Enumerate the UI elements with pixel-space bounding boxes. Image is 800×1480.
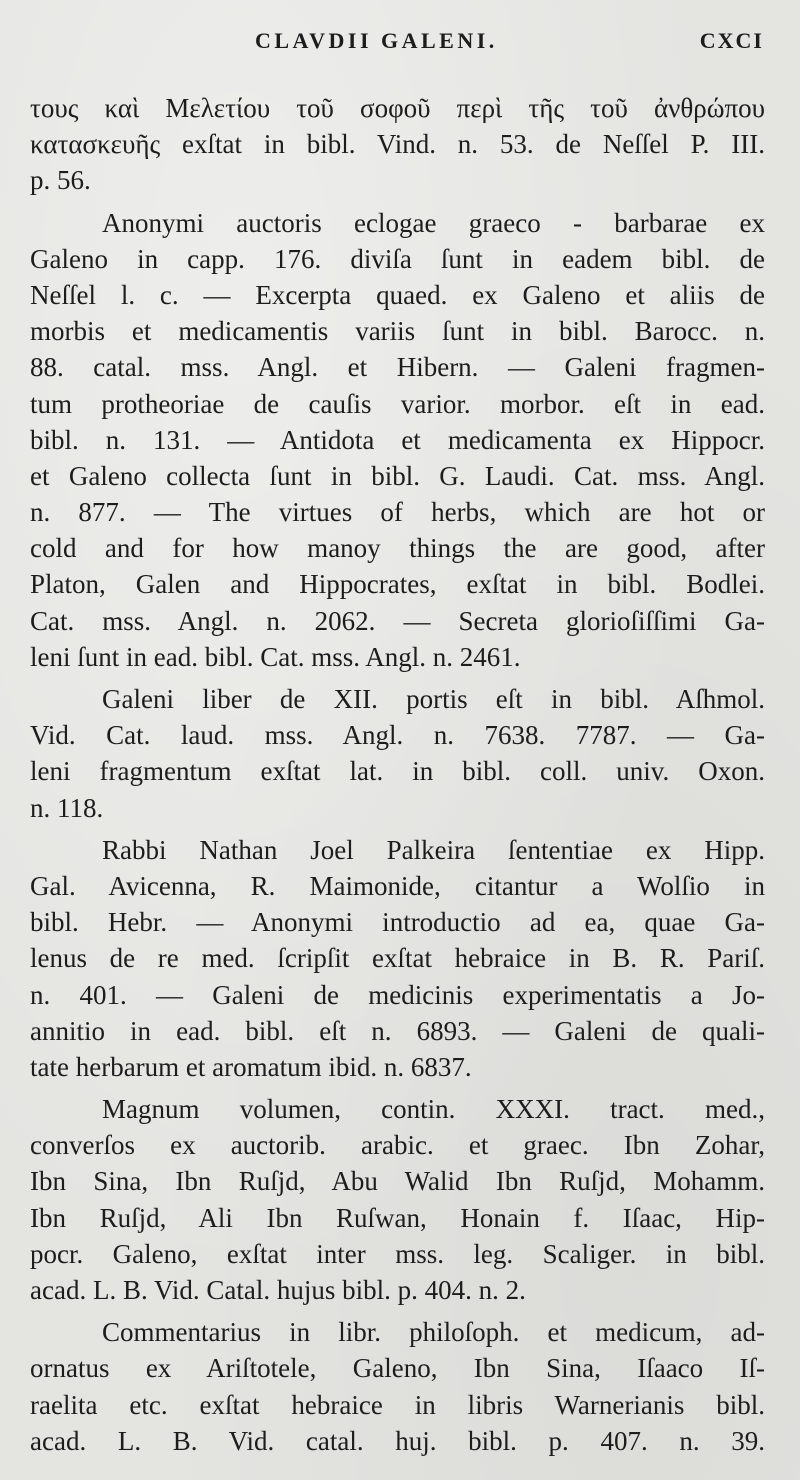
text-line: n. 877. — The virtues of herbs, which are hot or — [30, 497, 765, 528]
running-head — [0, 28, 800, 62]
text-line: Neſſel l. c. — Excerpta quaed. ex Galeno et aliis de — [30, 279, 765, 310]
text-line: tum protheoriae de cauſis varior. morbor. eſt in ead. — [30, 388, 765, 419]
text-line: annitio in ead. bibl. eſt n. 6893. — Galeni de quali- — [30, 1015, 765, 1046]
text-line: bibl. Hebr. — Anonymi introductio ad ea, quae Ga- — [30, 907, 765, 938]
text-line: Galeni liber de XII. portis eſt in bibl. Aſhmol. — [102, 684, 765, 714]
text-line: Anonymi auctoris eclogae graeco - barbarae ex — [102, 207, 765, 238]
text-line: converſos ex auctorib. arabic. et graec. Ibn Zohar, — [30, 1130, 765, 1161]
text-line: Rabbi Nathan Joel Palkeira ſententiae ex Hipp. — [102, 834, 765, 865]
text-line: Ibn Sina, Ibn Ruſjd, Abu Walid Ibn Ruſjd, Mohamm. — [30, 1166, 765, 1197]
text-line: raelita etc. exſtat hebraice in libris Warnerianis bibl. — [30, 1389, 765, 1420]
text-line: Gal. Avicenna, R. Maimonide, citantur a Wolſio in — [30, 870, 765, 901]
running-title: CLAVDII GALENI. — [255, 28, 498, 53]
text-line: acad. L. B. Vid. catal. huj. bibl. p. 407. n. 39. — [30, 1425, 765, 1456]
text-line: Commentarius in libr. philoſoph. et medicum, ad- — [102, 1317, 765, 1348]
text-line: bibl. n. 131. — Antidota et medicamenta ex Hippocr. — [30, 424, 765, 455]
text-line: p. 56. — [30, 165, 91, 196]
text-line: pocr. Galeno, exſtat inter mss. leg. Scaliger. in bibl. — [30, 1238, 765, 1269]
text-line: Platon, Galen and Hippocrates, exſtat in bibl. Bodlei. — [30, 569, 765, 600]
text-line: leni fragmentum exſtat lat. in bibl. coll. univ. Oxon. — [30, 756, 765, 787]
text-line: Magnum volumen, contin. XXXI. tract. med., — [102, 1094, 765, 1125]
text-line: τους καὶ Μελετίου τοῦ σοφοῦ περὶ τῆς τοῦ ἀνθρώπου — [30, 93, 765, 123]
text-line: morbis et medicamentis variis ſunt in bibl. Barocc. n. — [30, 316, 765, 347]
text-line: ornatus ex Ariſtotele, Galeno, Ibn Sina, Iſaaco Iſ- — [30, 1353, 765, 1384]
text-line: leni ſunt in ead. bibl. Cat. mss. Angl. n. 2461. — [30, 641, 521, 672]
text-line: n. 401. — Galeni de medicinis experimentatis a Jo- — [30, 979, 765, 1010]
text-line: Vid. Cat. laud. mss. Angl. n. 7638. 7787. — Ga- — [30, 720, 765, 751]
text-line: acad. L. B. Vid. Catal. hujus bibl. p. 404. n. 2. — [30, 1275, 526, 1305]
page-number: CXCI — [699, 28, 764, 53]
text-line: tate herbarum et aromatum ibid. n. 6837. — [30, 1051, 472, 1082]
text-line: κατασκευῆς exſtat in bibl. Vind. n. 53. de Neſſel P. III. — [30, 129, 765, 160]
text-line: n. 118. — [30, 792, 104, 823]
body-text — [30, 90, 765, 1459]
text-line: Galeno in capp. 176. diviſa ſunt in eadem bibl. de — [30, 243, 765, 274]
text-line: Ibn Ruſjd, Ali Ibn Ruſwan, Honain f. Iſaac, Hip- — [30, 1202, 765, 1233]
text-line: Cat. mss. Angl. n. 2062. — Secreta glorioſiſſimi Ga- — [30, 605, 765, 636]
text-line: lenus de re med. ſcripſit exſtat hebraice in B. R. Pariſ. — [30, 943, 765, 974]
text-line: 88. catal. mss. Angl. et Hibern. — Galeni fragmen- — [30, 352, 765, 383]
text-line: et Galeno collecta ſunt in bibl. G. Laudi. Cat. mss. Angl. — [30, 460, 765, 491]
text-line: cold and for how manoy things the are good, after — [30, 533, 765, 564]
